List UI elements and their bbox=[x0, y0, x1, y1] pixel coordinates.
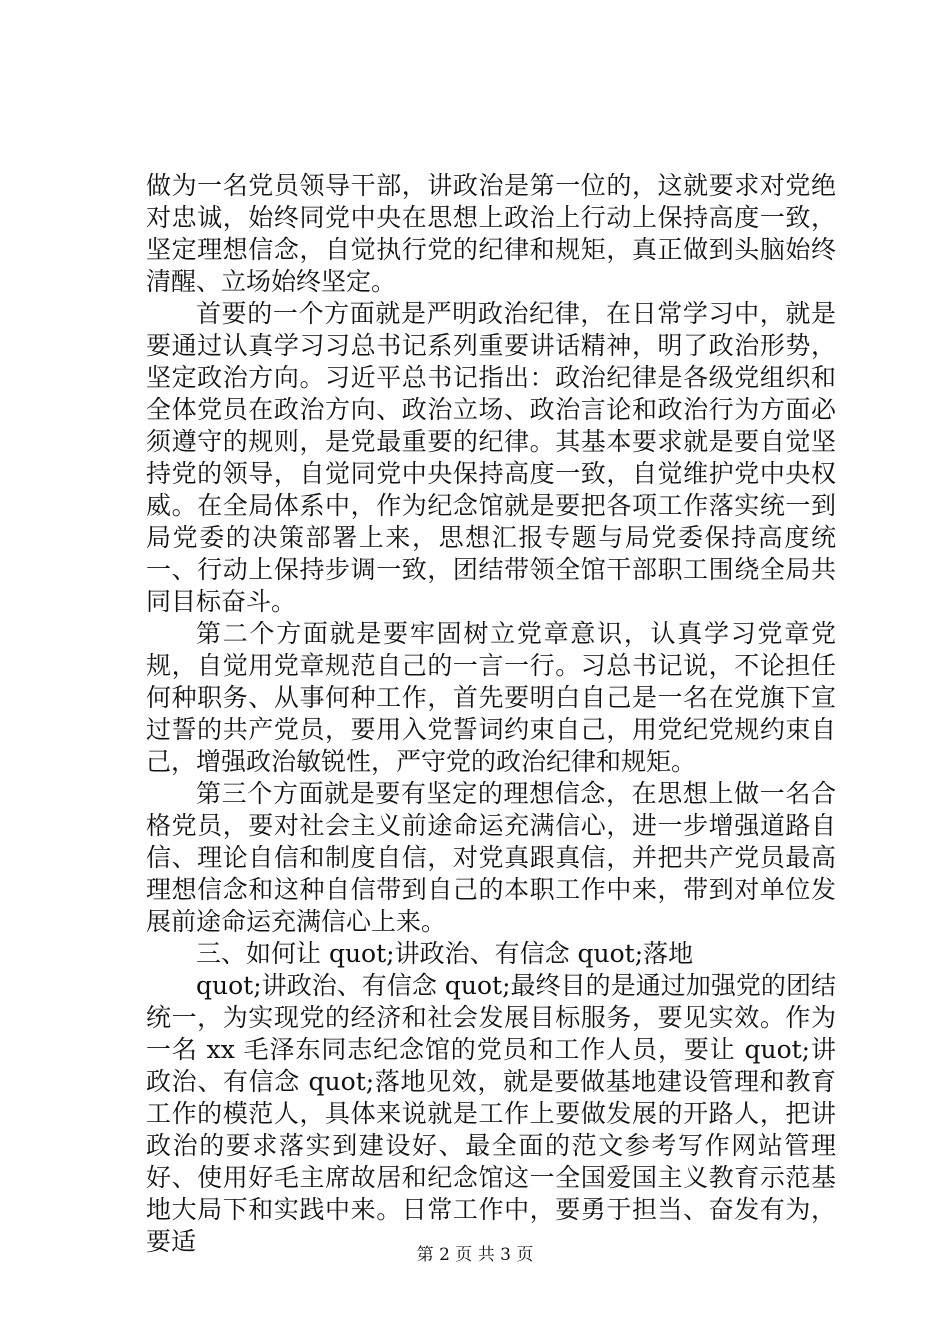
paragraph-4: 第三个方面就是要有坚定的理想信念，在思想上做一名合格党员，要对社会主义前途命运充满信心，进一步增强道路自信、理论自信和制度自信，对党真跟真信，并把共产党员最高理想信念和这种自信带到自己的本职工作中来，带到对单位发展前途命运充满信心上来。 bbox=[146, 779, 836, 936]
section-heading: 三、如何让 quot;讲政治、有信念 quot;落地 bbox=[196, 939, 694, 968]
paragraph-1: 做为一名党员领导干部，讲政治是第一位的，这就要求对党绝对忠诚，始终同党中央在思想上政治上行动上保持高度一致，坚定理想信念，自觉执行党的纪律和规矩，真正做到头脑始终清醒、立场始终坚定。 bbox=[146, 171, 836, 296]
paragraph-5: quot;讲政治、有信念 quot;最终目的是通过加强党的团结统一，为实现党的经济和社会发展目标服务，要见实效。作为一名 xx 毛泽东同志纪念馆的党员和工作人员，要让 quot;讲政治、有信念 quot;落地见效，就是要做基地建设管理和教育工作的模范人，具体来说就是工作上要做发展的开路人，把讲政治的要求落实到建设好、最全面的范文参考写作网站管理好、使用好毛主席故居和纪念馆这一全国爱国主义教育示范基地大局下和实践中来。日常工作中，要勇于担当、奋发有为，要适 bbox=[146, 971, 836, 1256]
document-body bbox=[146, 170, 836, 1258]
paragraph-2: 首要的一个方面就是严明政治纪律，在日常学习中，就是要通过认真学习习总书记系列重要讲话精神，明了政治形势，坚定政治方向。习近平总书记指出：政治纪律是各级党组织和全体党员在政治方向、政治立场、政治言论和政治行为方面必须遵守的规则，是党最重要的纪律。其基本要求就是要自觉坚持党的领导，自觉同党中央保持高度一致，自觉维护党中央权威。在全局体系中，作为纪念馆就是要把各项工作落实统一到局党委的决策部署上来，思想汇报专题与局党委保持高度统一、行动上保持步调一致，团结带领全馆干部职工围绕全局共同目标奋斗。 bbox=[146, 299, 836, 616]
page-number-footer: 第 2 页 共 3 页 bbox=[416, 1245, 534, 1265]
paragraph-3: 第二个方面就是要牢固树立党章意识，认真学习党章党规，自觉用党章规范自己的一言一行。习总书记说，不论担任何种职务、从事何种工作，首先要明白自己是一名在党旗下宣过誓的共产党员，要用入党誓词约束自己，用党纪党规约束自己，增强政治敏锐性，严守党的政治纪律和规矩。 bbox=[146, 619, 836, 776]
